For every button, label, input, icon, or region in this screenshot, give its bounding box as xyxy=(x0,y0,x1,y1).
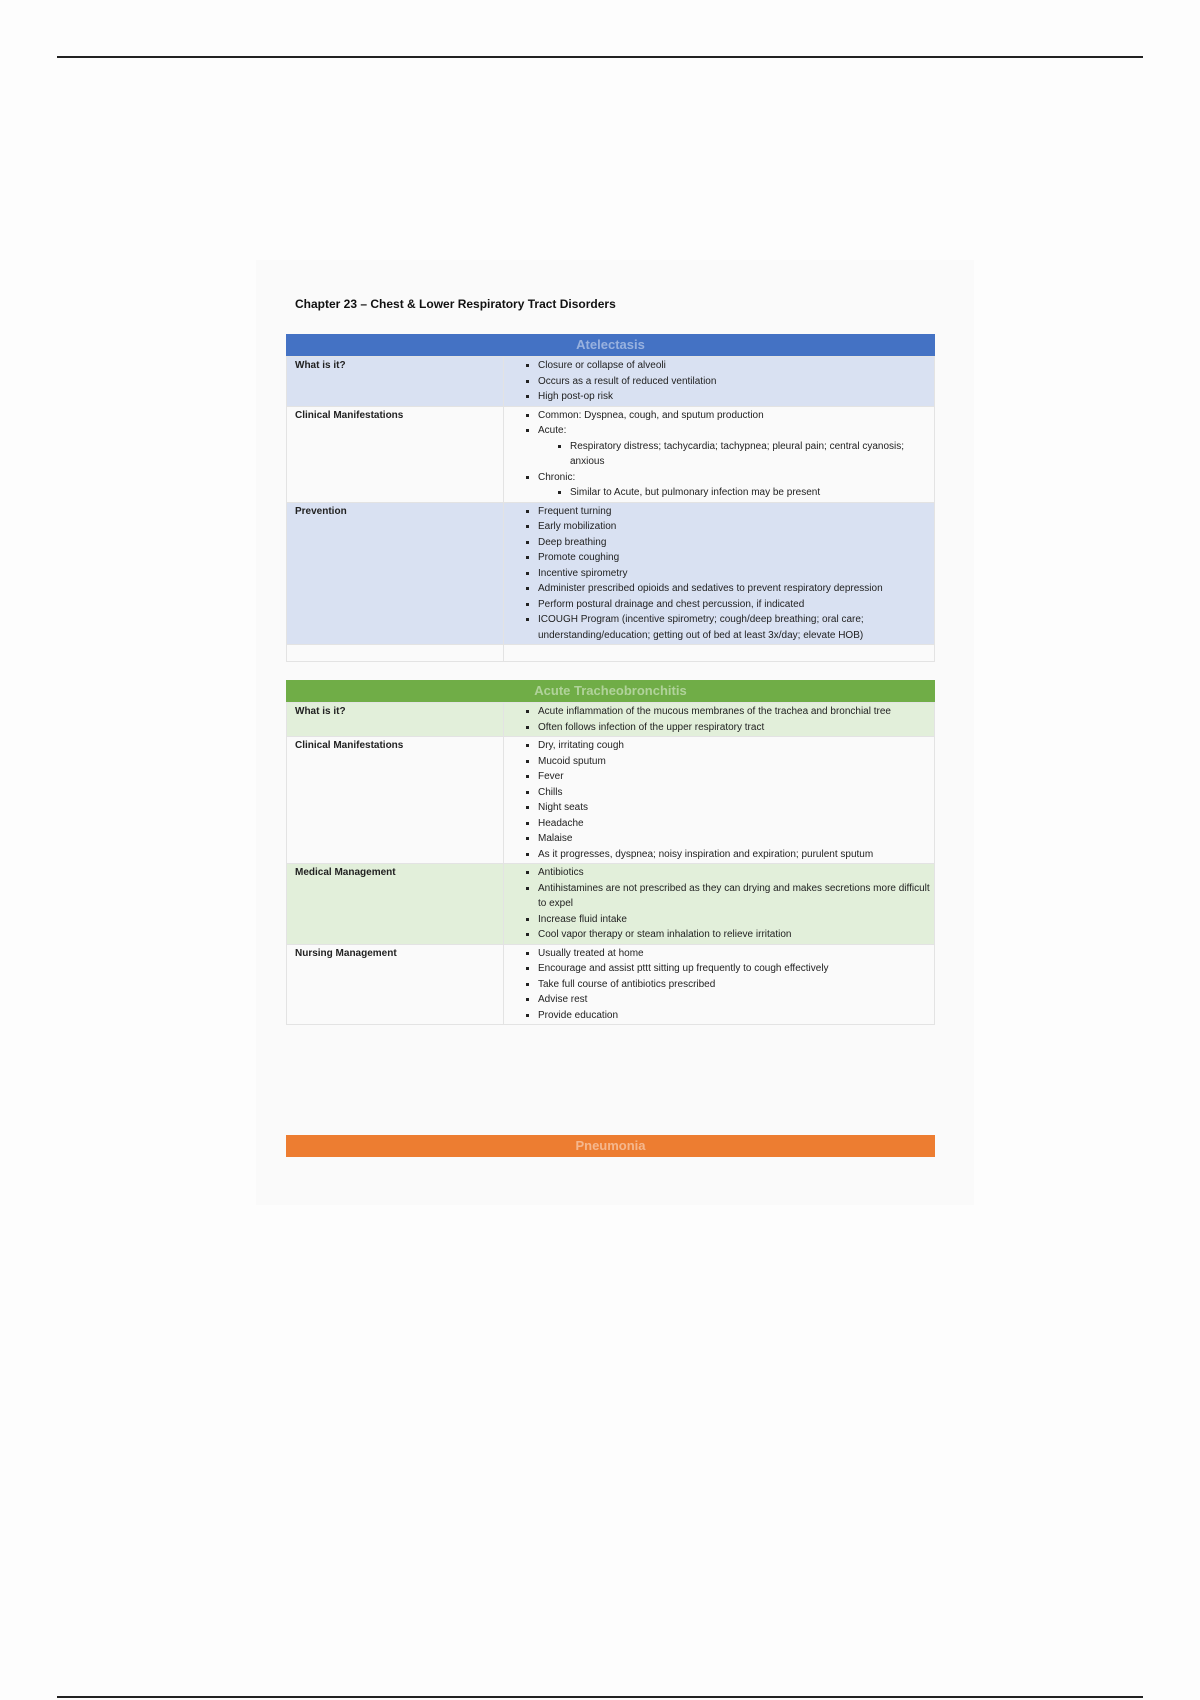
sub-list-item: ▪ Similar to Acute, but pulmonary infection may be present xyxy=(570,485,934,501)
table-row xyxy=(287,357,935,407)
list-item: ▪ Antihistamines are not prescribed as they can drying and makes secretions more difficult to expel xyxy=(538,881,934,912)
row-label: What is it? xyxy=(287,703,504,737)
list-item: ▪ Early mobilization xyxy=(538,519,934,535)
list-item: ▪ ICOUGH Program (incentive spirometry; cough/deep breathing; oral care; understanding/education; getting out of bed at least 3x/day; elevate HOB) xyxy=(538,612,934,643)
pneumonia-section xyxy=(286,1135,935,1157)
list-item: ▪ Often follows infection of the upper respiratory tract xyxy=(538,720,934,736)
row-label: Medical Management xyxy=(287,864,504,945)
list-item: ▪ Occurs as a result of reduced ventilation xyxy=(538,374,934,390)
list-item: ▪ Advise rest xyxy=(538,992,934,1008)
sub-list-item: ▪ Respiratory distress; tachycardia; tachypnea; pleural pain; central cyanosis; anxious xyxy=(570,439,934,470)
list-item: ▪ Antibiotics xyxy=(538,865,934,881)
atelectasis-table xyxy=(286,356,935,662)
row-content xyxy=(504,864,935,945)
list-item: ▪ Increase fluid intake xyxy=(538,912,934,928)
row-label: Nursing Management xyxy=(287,944,504,1025)
list-item: ▪ Night seats xyxy=(538,800,934,816)
tracheobronchitis-section xyxy=(286,680,935,1025)
list-item: ▪ Deep breathing xyxy=(538,535,934,551)
atelectasis-header: Atelectasis xyxy=(286,334,935,356)
tracheobronchitis-header: Acute Tracheobronchitis xyxy=(286,680,935,702)
list-item: ▪ Closure or collapse of alveoli xyxy=(538,358,934,374)
list-item: ▪ Provide education xyxy=(538,1008,934,1024)
document-title: Chapter 23 – Chest & Lower Respiratory Tract Disorders xyxy=(295,297,616,311)
bottom-rule xyxy=(57,1696,1143,1698)
row-content xyxy=(504,357,935,407)
list-item: ▪ High post-op risk xyxy=(538,389,934,405)
empty-cell xyxy=(504,645,935,662)
table-row xyxy=(287,502,935,645)
atelectasis-section xyxy=(286,334,935,662)
top-rule xyxy=(57,56,1143,58)
list-item: ▪ Frequent turning xyxy=(538,504,934,520)
row-content xyxy=(504,944,935,1025)
list-item: ▪ Promote coughing xyxy=(538,550,934,566)
list-item-text: Acute: xyxy=(538,425,567,436)
list-item: ▪ Encourage and assist pttt sitting up frequently to cough effectively xyxy=(538,961,934,977)
list-item: ▪ Acute inflammation of the mucous membranes of the trachea and bronchial tree xyxy=(538,704,934,720)
list-item: ▪ As it progresses, dyspnea; noisy inspiration and expiration; purulent sputum xyxy=(538,847,934,863)
list-item: ▪ Take full course of antibiotics prescribed xyxy=(538,977,934,993)
row-content xyxy=(504,703,935,737)
table-row xyxy=(287,944,935,1025)
list-item: ▪ Usually treated at home xyxy=(538,946,934,962)
list-item xyxy=(538,470,934,501)
list-item: ▪ Chills xyxy=(538,785,934,801)
list-item: ▪ Common: Dyspnea, cough, and sputum production xyxy=(538,408,934,424)
tracheobronchitis-table xyxy=(286,702,935,1025)
list-item: ▪ Fever xyxy=(538,769,934,785)
list-item-text: Chronic: xyxy=(538,471,576,483)
list-item: ▪ Administer prescribed opioids and sedatives to prevent respiratory depression xyxy=(538,581,934,597)
list-item: ▪ Malaise xyxy=(538,831,934,847)
table-row xyxy=(287,864,935,945)
list-item: ▪ Dry, irritating cough xyxy=(538,738,934,754)
row-label: Prevention xyxy=(287,502,504,645)
row-content xyxy=(504,737,935,864)
row-content xyxy=(504,406,935,502)
list-item: ▪ Headache xyxy=(538,816,934,832)
pneumonia-header: Pneumonia xyxy=(286,1135,935,1157)
row-label: Clinical Manifestations xyxy=(287,737,504,864)
empty-cell xyxy=(287,645,504,662)
table-row xyxy=(287,737,935,864)
list-item: ▪ Cool vapor therapy or steam inhalation to relieve irritation xyxy=(538,927,934,943)
list-item: ▪ Perform postural drainage and chest percussion, if indicated xyxy=(538,597,934,613)
table-row-empty xyxy=(287,645,935,662)
table-row xyxy=(287,703,935,737)
row-label: What is it? xyxy=(287,357,504,407)
row-label: Clinical Manifestations xyxy=(287,406,504,502)
list-item: ▪ Mucoid sputum xyxy=(538,754,934,770)
list-item: ▪ Incentive spirometry xyxy=(538,566,934,582)
table-row xyxy=(287,406,935,502)
row-content xyxy=(504,502,935,645)
list-item xyxy=(538,423,934,470)
